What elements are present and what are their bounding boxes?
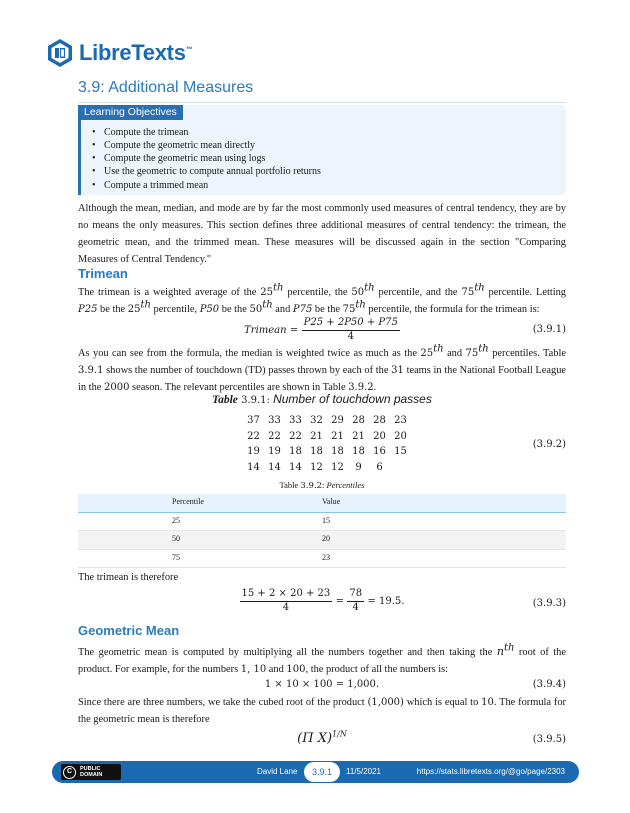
public-domain-icon: C [63, 766, 76, 779]
column-header-percentile: Percentile [78, 494, 322, 512]
table-row [78, 531, 566, 550]
logo-text: LibreTexts™ [79, 40, 193, 65]
matrix-cell: 14 [289, 461, 302, 473]
list-item: • Compute the geometric mean directly [92, 139, 566, 152]
equation-product: 1 × 10 × 100 = 1,000. (3.9.4) [78, 674, 566, 696]
matrix-cell: 21 [352, 430, 365, 442]
matrix-cell: 32 [310, 415, 323, 426]
license-label: PUBLIC DOMAIN [80, 766, 103, 778]
column-header-value: Value [322, 494, 566, 512]
list-item: • Use the geometric to compute annual portfolio returns [92, 165, 566, 178]
equation-geometric-mean: (Π X)$^{1/N}$ (3.9.5) [78, 728, 566, 752]
equation-number: (3.9.3) [532, 597, 566, 609]
matrix-cell: 33 [289, 415, 302, 426]
page-footer [52, 761, 579, 783]
touchdown-matrix [243, 413, 411, 475]
matrix-cell: 28 [352, 415, 365, 426]
table-cell: 20 [322, 531, 566, 550]
matrix-row [243, 429, 411, 445]
geometric-mean-heading: Geometric Mean [78, 623, 180, 638]
matrix-cell [390, 460, 411, 476]
table-row [78, 549, 566, 568]
list-item: • Compute the trimean [92, 126, 566, 139]
matrix-cell: 20 [373, 430, 386, 442]
footer-date: 11/5/2021 [346, 767, 381, 776]
matrix-cell: 16 [373, 446, 386, 457]
learning-objectives-title: Learning Objectives [78, 105, 183, 120]
matrix-cell: 12 [331, 461, 344, 473]
equation-number: (3.9.2) [532, 439, 566, 450]
matrix-cell: 14 [247, 461, 260, 473]
table-row [78, 512, 566, 531]
matrix-cell: 18 [310, 446, 323, 457]
matrix-cell: 19 [247, 446, 260, 457]
table-caption-percentiles: Table 3.9.2: Percentiles [279, 480, 365, 491]
footer-page-number: 3.9.1 [304, 762, 340, 782]
matrix-cell: 22 [289, 430, 302, 442]
matrix-cell: 19 [268, 446, 281, 457]
matrix-cell: 22 [268, 430, 281, 442]
matrix-cell: 37 [247, 415, 260, 426]
equation-trimean: Trimean = $\frac{P25 + 2P50 + P75}{4}$ (3.9.1) [244, 317, 566, 342]
matrix-cell: 18 [289, 446, 302, 457]
equation-number: (3.9.4) [532, 678, 566, 690]
matrix-cell: 9 [355, 461, 362, 473]
table-cell: 15 [322, 512, 566, 531]
table-cell: 50 [78, 531, 322, 550]
matrix-row [243, 413, 411, 429]
matrix-cell: 18 [352, 446, 365, 457]
trimean-heading: Trimean [78, 266, 128, 281]
matrix-cell: 15 [394, 446, 407, 457]
table-cell: 75 [78, 549, 322, 568]
footer-url-link[interactable]: https://stats.libretexts.org/@go/page/2303 [416, 767, 565, 776]
public-domain-badge[interactable] [61, 764, 121, 780]
table-cell: 23 [322, 549, 566, 568]
page-title: 3.9: Additional Measures [78, 78, 566, 103]
list-item: • Compute a trimmed mean [92, 179, 566, 192]
table-caption-touchdown: Table 3.9.1: Number of touchdown passes [212, 392, 432, 406]
matrix-cell: 21 [310, 430, 323, 442]
equation-number: (3.9.5) [532, 733, 566, 745]
matrix-cell: 21 [331, 430, 344, 442]
matrix-row [243, 444, 411, 460]
matrix-cell: 33 [268, 415, 281, 426]
trimean-definition-paragraph: The trimean is a weighted average of the 25th percentile, the 50th percentile, and the 75th percentile. Letting P25 be the 25th percentile, P50 be the 50th and P75 be the 75th percentile, the formula for the trimean is: [78, 282, 567, 315]
matrix-cell: 18 [331, 446, 344, 457]
matrix-cell: 29 [331, 415, 344, 426]
list-item: • Compute the geometric mean using logs [92, 152, 566, 165]
equation-trimean-result: $\frac{15 + 2 \times 20 + 23}{4}$ = $\frac{78}{4}$ = 19.5. (3.9.3) [241, 588, 566, 613]
percentiles-table [78, 494, 566, 568]
touchdown-paragraph: As you can see from the formula, the median is weighted twice as much as the 25th and 75th percentiles. Table 3.9.1 shows the number of touchdown (TD) passes thrown by each of the 31 teams in the National Football League in the 2000 season. The relevant percentiles are shown in Table 3.9.2. [78, 343, 567, 393]
footer-author: David Lane [257, 767, 298, 776]
learning-objectives-box [78, 105, 566, 195]
table-cell: 25 [78, 512, 322, 531]
cubed-root-paragraph: Since there are three numbers, we take the cubed root of the product (1,000) which is equal to 10. The formula for the geometric mean is therefore [78, 697, 566, 725]
matrix-cell: 6 [376, 461, 383, 473]
matrix-cell: 14 [268, 461, 281, 473]
matrix-cell: 22 [247, 430, 260, 442]
matrix-cell: 23 [394, 415, 407, 426]
matrix-cell: 12 [310, 461, 323, 473]
table-header-row [78, 494, 566, 512]
matrix-cell: 28 [373, 415, 386, 426]
learning-objectives-list [81, 126, 566, 192]
trimean-result-intro: The trimean is therefore [78, 572, 179, 583]
geometric-definition-paragraph: The geometric mean is computed by multiplying all the numbers together and then taking the $n^{th}$ root of the product. For example, for the numbers 1, 10 and 100, the product of all the numbers is: [78, 642, 566, 675]
libretexts-logo[interactable] [46, 38, 192, 68]
matrix-cell: 20 [394, 430, 407, 442]
intro-paragraph: Although the mean, median, and mode are by far the most commonly used measures of central tendency, they are by no means the only measures. This section defines three additional measures of central tendency: the trimean, the geometric mean, and the trimmed mean. These measures will be discussed again in the section "Comparing Measures of Central Tendency." [78, 203, 566, 265]
matrix-row [243, 460, 411, 476]
libretexts-hexagon-icon [46, 38, 74, 68]
equation-number: (3.9.1) [532, 323, 566, 335]
